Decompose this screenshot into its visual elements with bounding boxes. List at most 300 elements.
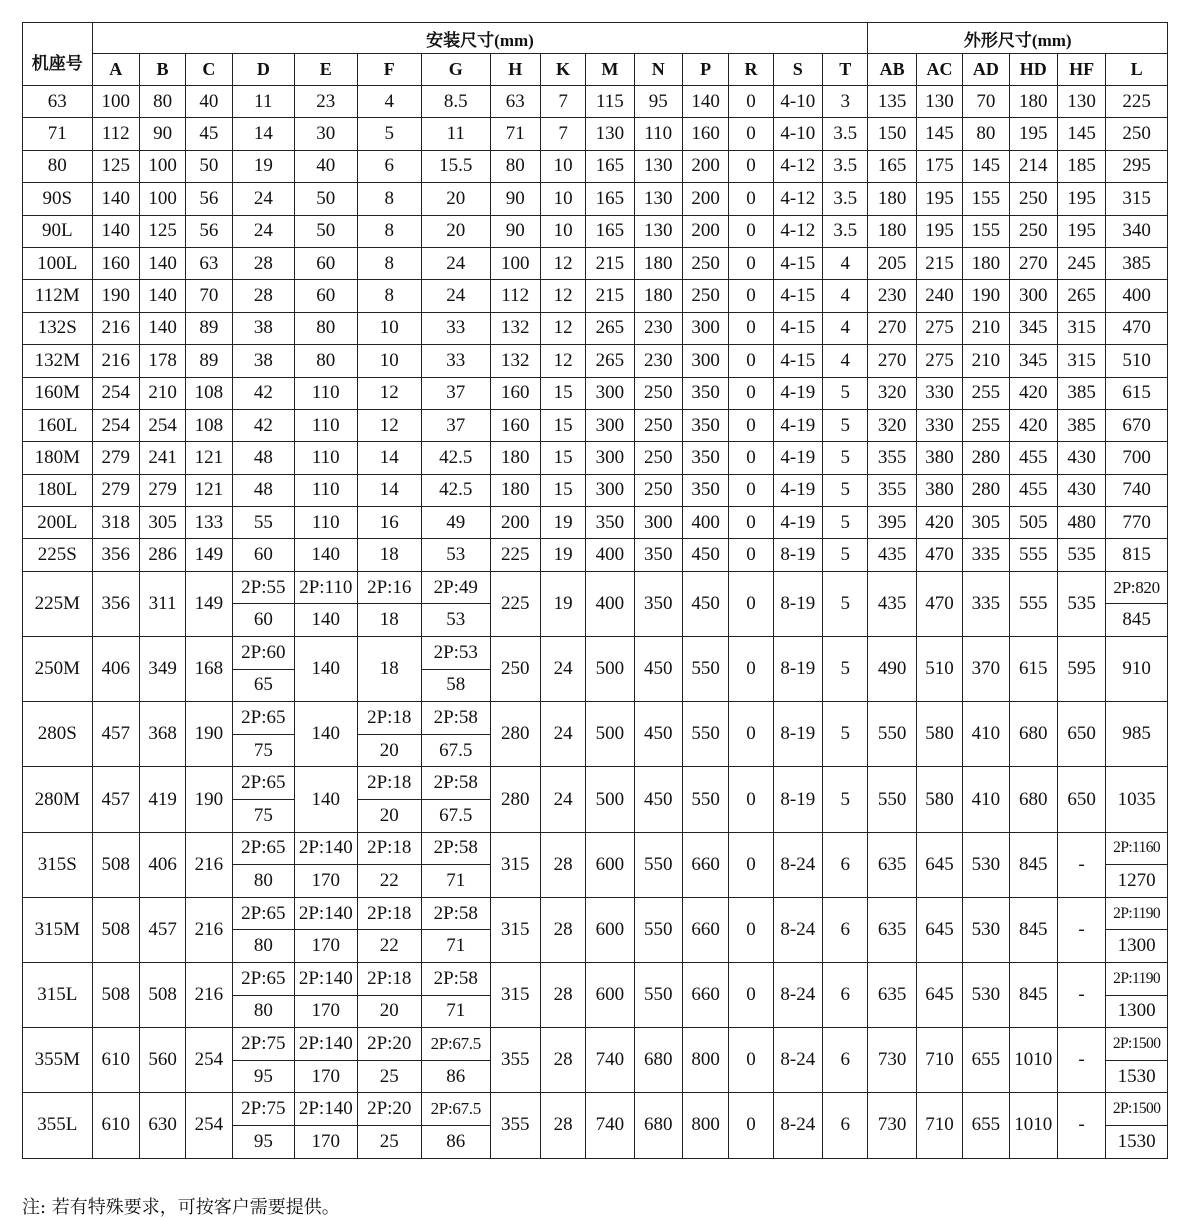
cell-d: 38 — [232, 312, 294, 344]
cell-m: 350 — [586, 507, 634, 539]
cell-a: 356 — [92, 571, 139, 636]
cell-n: 230 — [634, 312, 682, 344]
cell-e: 140 — [295, 539, 357, 571]
cell-g: 24 — [422, 280, 491, 312]
cell-l: 400 — [1106, 280, 1168, 312]
table-row — [23, 702, 1168, 735]
cell-n: 180 — [634, 247, 682, 279]
cell-g: 20 — [422, 183, 491, 215]
cell-t: 5 — [823, 442, 868, 474]
cell-hf: 480 — [1057, 507, 1105, 539]
cell-p: 350 — [682, 442, 728, 474]
cell-ad: 190 — [963, 280, 1009, 312]
cell-a: 254 — [92, 377, 139, 409]
cell-k: 7 — [540, 86, 585, 118]
cell-l: 510 — [1106, 345, 1168, 377]
model-cell: 80 — [23, 150, 93, 182]
column-header-b: B — [139, 54, 185, 86]
cell-k: 15 — [540, 377, 585, 409]
cell-c: 89 — [186, 312, 232, 344]
table-row — [23, 897, 1168, 930]
cell-l: 315 — [1106, 183, 1168, 215]
cell-l: 615 — [1106, 377, 1168, 409]
cell-r: 0 — [729, 474, 773, 506]
cell-a: 279 — [92, 442, 139, 474]
cell-h: 160 — [490, 377, 540, 409]
cell-c: 56 — [186, 215, 232, 247]
cell-m: 740 — [586, 1028, 634, 1093]
cell-l: 295 — [1106, 150, 1168, 182]
cell-ac: 380 — [916, 474, 962, 506]
cell-c: 63 — [186, 247, 232, 279]
cell-f: 2P:18 — [357, 897, 421, 930]
cell-p: 200 — [682, 150, 728, 182]
cell-r: 0 — [729, 280, 773, 312]
cell-k: 28 — [540, 897, 585, 962]
cell-p: 140 — [682, 86, 728, 118]
model-cell: 225S — [23, 539, 93, 571]
cell-f: 6 — [357, 150, 421, 182]
cell-h: 63 — [490, 86, 540, 118]
model-cell: 90S — [23, 183, 93, 215]
cell-ac: 145 — [916, 118, 962, 150]
cell-g: 2P:58 — [422, 832, 491, 865]
model-cell: 90L — [23, 215, 93, 247]
cell-hf: - — [1057, 1093, 1105, 1158]
column-header-hd: HD — [1009, 54, 1057, 86]
cell-t: 5 — [823, 702, 868, 767]
cell-b: 311 — [139, 571, 185, 636]
model-header: 机座号 — [23, 23, 93, 86]
cell-k: 12 — [540, 312, 585, 344]
cell-hd: 555 — [1009, 571, 1057, 636]
cell-g: 33 — [422, 345, 491, 377]
cell-e: 50 — [295, 183, 357, 215]
cell-t: 4 — [823, 312, 868, 344]
cell-a: 356 — [92, 539, 139, 571]
cell-f: 8 — [357, 183, 421, 215]
cell-g: 58 — [422, 669, 491, 702]
cell-a: 100 — [92, 86, 139, 118]
cell-g: 67.5 — [422, 734, 491, 767]
cell-ad: 145 — [963, 150, 1009, 182]
cell-hf: 130 — [1057, 86, 1105, 118]
cell-n: 300 — [634, 507, 682, 539]
table-row — [23, 539, 1168, 571]
cell-d: 65 — [232, 669, 294, 702]
cell-s: 8-24 — [773, 1093, 822, 1158]
cell-ad: 410 — [963, 702, 1009, 767]
cell-d: 42 — [232, 409, 294, 441]
cell-s: 4-19 — [773, 442, 822, 474]
cell-f: 14 — [357, 442, 421, 474]
cell-c: 121 — [186, 442, 232, 474]
cell-h: 280 — [490, 767, 540, 832]
cell-r: 0 — [729, 409, 773, 441]
cell-ac: 470 — [916, 539, 962, 571]
cell-hf: 315 — [1057, 312, 1105, 344]
cell-d: 42 — [232, 377, 294, 409]
cell-p: 550 — [682, 637, 728, 702]
cell-ab: 270 — [868, 345, 916, 377]
model-cell: 112M — [23, 280, 93, 312]
cell-hf: 245 — [1057, 247, 1105, 279]
cell-d: 2P:75 — [232, 1028, 294, 1061]
cell-hf: 195 — [1057, 183, 1105, 215]
cell-h: 180 — [490, 474, 540, 506]
cell-m: 600 — [586, 832, 634, 897]
cell-a: 160 — [92, 247, 139, 279]
cell-c: 190 — [186, 702, 232, 767]
cell-d: 95 — [232, 1125, 294, 1158]
cell-p: 200 — [682, 183, 728, 215]
cell-a: 216 — [92, 345, 139, 377]
cell-t: 6 — [823, 962, 868, 1027]
cell-c: 108 — [186, 377, 232, 409]
cell-d: 80 — [232, 865, 294, 898]
cell-p: 300 — [682, 345, 728, 377]
cell-m: 265 — [586, 345, 634, 377]
cell-hd: 555 — [1009, 539, 1057, 571]
cell-k: 15 — [540, 409, 585, 441]
cell-ad: 280 — [963, 442, 1009, 474]
cell-l: 815 — [1106, 539, 1168, 571]
table-row — [23, 571, 1168, 604]
cell-a: 254 — [92, 409, 139, 441]
cell-t: 6 — [823, 832, 868, 897]
cell-s: 8-19 — [773, 637, 822, 702]
cell-n: 110 — [634, 118, 682, 150]
cell-hf: 430 — [1057, 474, 1105, 506]
cell-l: 2P:1500 — [1106, 1093, 1168, 1126]
cell-ac: 330 — [916, 409, 962, 441]
cell-ac: 580 — [916, 702, 962, 767]
cell-h: 180 — [490, 442, 540, 474]
cell-hf: - — [1057, 832, 1105, 897]
cell-hd: 420 — [1009, 377, 1057, 409]
cell-hf: - — [1057, 1028, 1105, 1093]
cell-ad: 280 — [963, 474, 1009, 506]
model-cell: 355M — [23, 1028, 93, 1093]
column-header-f: F — [357, 54, 421, 86]
outline-dimensions-header: 外形尺寸(mm) — [868, 23, 1168, 54]
cell-hf: 315 — [1057, 345, 1105, 377]
cell-c: 216 — [186, 962, 232, 1027]
cell-r: 0 — [729, 118, 773, 150]
cell-a: 140 — [92, 183, 139, 215]
cell-k: 28 — [540, 962, 585, 1027]
cell-ac: 130 — [916, 86, 962, 118]
cell-e: 170 — [295, 865, 357, 898]
cell-r: 0 — [729, 702, 773, 767]
cell-h: 132 — [490, 312, 540, 344]
cell-ac: 580 — [916, 767, 962, 832]
model-cell: 355L — [23, 1093, 93, 1158]
cell-ac: 470 — [916, 571, 962, 636]
cell-r: 0 — [729, 312, 773, 344]
cell-hd: 845 — [1009, 897, 1057, 962]
cell-a: 457 — [92, 702, 139, 767]
cell-ad: 80 — [963, 118, 1009, 150]
cell-n: 350 — [634, 571, 682, 636]
column-header-ab: AB — [868, 54, 916, 86]
cell-d: 28 — [232, 280, 294, 312]
cell-n: 95 — [634, 86, 682, 118]
cell-e: 2P:140 — [295, 962, 357, 995]
cell-h: 225 — [490, 539, 540, 571]
cell-d: 38 — [232, 345, 294, 377]
cell-s: 4-19 — [773, 377, 822, 409]
cell-m: 215 — [586, 247, 634, 279]
cell-s: 4-15 — [773, 247, 822, 279]
cell-a: 190 — [92, 280, 139, 312]
cell-r: 0 — [729, 832, 773, 897]
cell-m: 400 — [586, 539, 634, 571]
cell-k: 19 — [540, 507, 585, 539]
cell-n: 550 — [634, 897, 682, 962]
cell-p: 350 — [682, 377, 728, 409]
cell-c: 133 — [186, 507, 232, 539]
cell-r: 0 — [729, 1028, 773, 1093]
cell-g: 37 — [422, 409, 491, 441]
cell-b: 90 — [139, 118, 185, 150]
cell-hd: 345 — [1009, 345, 1057, 377]
cell-ab: 435 — [868, 539, 916, 571]
cell-l: 770 — [1106, 507, 1168, 539]
cell-t: 5 — [823, 571, 868, 636]
cell-b: 279 — [139, 474, 185, 506]
cell-t: 5 — [823, 409, 868, 441]
cell-b: 178 — [139, 345, 185, 377]
model-cell: 315S — [23, 832, 93, 897]
cell-h: 250 — [490, 637, 540, 702]
cell-s: 4-19 — [773, 474, 822, 506]
cell-r: 0 — [729, 897, 773, 962]
cell-k: 19 — [540, 571, 585, 636]
cell-s: 4-15 — [773, 345, 822, 377]
cell-ac: 645 — [916, 897, 962, 962]
cell-f: 22 — [357, 930, 421, 963]
cell-d: 2P:65 — [232, 962, 294, 995]
model-cell: 180L — [23, 474, 93, 506]
cell-n: 250 — [634, 409, 682, 441]
cell-n: 450 — [634, 767, 682, 832]
cell-l: 340 — [1106, 215, 1168, 247]
cell-ac: 195 — [916, 183, 962, 215]
cell-p: 660 — [682, 897, 728, 962]
cell-s: 8-19 — [773, 702, 822, 767]
cell-hf: 595 — [1057, 637, 1105, 702]
cell-h: 80 — [490, 150, 540, 182]
table-row — [23, 1028, 1168, 1061]
cell-k: 15 — [540, 474, 585, 506]
cell-k: 19 — [540, 539, 585, 571]
cell-t: 6 — [823, 1093, 868, 1158]
cell-f: 20 — [357, 800, 421, 833]
cell-g: 2P:67.5 — [422, 1093, 491, 1126]
cell-hf: 185 — [1057, 150, 1105, 182]
cell-h: 100 — [490, 247, 540, 279]
cell-k: 28 — [540, 1093, 585, 1158]
model-cell: 132S — [23, 312, 93, 344]
cell-f: 4 — [357, 86, 421, 118]
cell-e: 80 — [295, 312, 357, 344]
cell-hf: 535 — [1057, 571, 1105, 636]
cell-l: 985 — [1106, 702, 1168, 767]
cell-hd: 455 — [1009, 442, 1057, 474]
dimension-sheet — [22, 22, 1168, 1159]
cell-h: 315 — [490, 832, 540, 897]
cell-c: 121 — [186, 474, 232, 506]
cell-r: 0 — [729, 377, 773, 409]
cell-b: 210 — [139, 377, 185, 409]
motor-dimension-table — [22, 22, 1168, 1159]
cell-b: 406 — [139, 832, 185, 897]
cell-g: 2P:67.5 — [422, 1028, 491, 1061]
table-row — [23, 86, 1168, 118]
cell-k: 12 — [540, 345, 585, 377]
cell-e: 140 — [295, 702, 357, 767]
cell-r: 0 — [729, 637, 773, 702]
cell-l: 2P:1500 — [1106, 1028, 1168, 1061]
cell-ab: 320 — [868, 409, 916, 441]
cell-d: 80 — [232, 995, 294, 1028]
cell-a: 508 — [92, 962, 139, 1027]
cell-d: 28 — [232, 247, 294, 279]
cell-b: 286 — [139, 539, 185, 571]
cell-b: 368 — [139, 702, 185, 767]
cell-l: 470 — [1106, 312, 1168, 344]
cell-b: 241 — [139, 442, 185, 474]
cell-k: 28 — [540, 832, 585, 897]
cell-p: 800 — [682, 1028, 728, 1093]
cell-ac: 175 — [916, 150, 962, 182]
cell-ac: 240 — [916, 280, 962, 312]
cell-hd: 680 — [1009, 767, 1057, 832]
cell-p: 800 — [682, 1093, 728, 1158]
cell-ac: 645 — [916, 962, 962, 1027]
cell-ab: 730 — [868, 1093, 916, 1158]
model-cell: 200L — [23, 507, 93, 539]
cell-g: 2P:58 — [422, 962, 491, 995]
cell-ad: 370 — [963, 637, 1009, 702]
cell-ad: 180 — [963, 247, 1009, 279]
cell-g: 86 — [422, 1125, 491, 1158]
table-row — [23, 183, 1168, 215]
cell-n: 680 — [634, 1028, 682, 1093]
cell-f: 22 — [357, 865, 421, 898]
cell-ad: 210 — [963, 345, 1009, 377]
cell-t: 5 — [823, 539, 868, 571]
cell-c: 254 — [186, 1028, 232, 1093]
cell-hd: 1010 — [1009, 1093, 1057, 1158]
cell-r: 0 — [729, 571, 773, 636]
column-header-ac: AC — [916, 54, 962, 86]
cell-r: 0 — [729, 150, 773, 182]
cell-c: 56 — [186, 183, 232, 215]
cell-f: 25 — [357, 1060, 421, 1093]
cell-b: 419 — [139, 767, 185, 832]
cell-f: 25 — [357, 1125, 421, 1158]
cell-t: 3.5 — [823, 183, 868, 215]
cell-b: 457 — [139, 897, 185, 962]
cell-g: 15.5 — [422, 150, 491, 182]
cell-e: 2P:140 — [295, 897, 357, 930]
cell-k: 10 — [540, 150, 585, 182]
cell-n: 250 — [634, 377, 682, 409]
cell-hd: 195 — [1009, 118, 1057, 150]
column-header-k: K — [540, 54, 585, 86]
cell-d: 2P:65 — [232, 702, 294, 735]
cell-e: 30 — [295, 118, 357, 150]
cell-s: 4-10 — [773, 118, 822, 150]
cell-m: 115 — [586, 86, 634, 118]
cell-p: 200 — [682, 215, 728, 247]
cell-s: 8-19 — [773, 767, 822, 832]
cell-l: 2P:1190 — [1106, 962, 1168, 995]
cell-ab: 270 — [868, 312, 916, 344]
cell-l: 2P:820 — [1106, 571, 1168, 604]
cell-m: 500 — [586, 767, 634, 832]
cell-h: 315 — [490, 897, 540, 962]
cell-ab: 355 — [868, 442, 916, 474]
table-row — [23, 507, 1168, 539]
cell-e: 140 — [295, 637, 357, 702]
cell-p: 660 — [682, 832, 728, 897]
cell-m: 600 — [586, 962, 634, 1027]
cell-g: 2P:53 — [422, 637, 491, 670]
cell-e: 23 — [295, 86, 357, 118]
model-cell: 280S — [23, 702, 93, 767]
cell-k: 12 — [540, 280, 585, 312]
cell-g: 33 — [422, 312, 491, 344]
cell-n: 450 — [634, 702, 682, 767]
cell-m: 215 — [586, 280, 634, 312]
cell-r: 0 — [729, 539, 773, 571]
cell-r: 0 — [729, 215, 773, 247]
cell-ad: 335 — [963, 571, 1009, 636]
model-cell: 71 — [23, 118, 93, 150]
cell-ac: 710 — [916, 1093, 962, 1158]
model-cell: 225M — [23, 571, 93, 636]
cell-s: 4-19 — [773, 507, 822, 539]
cell-g: 37 — [422, 377, 491, 409]
cell-e: 140 — [295, 604, 357, 637]
cell-ac: 710 — [916, 1028, 962, 1093]
cell-l: 1270 — [1106, 865, 1168, 898]
cell-e: 40 — [295, 150, 357, 182]
cell-hd: 345 — [1009, 312, 1057, 344]
cell-l: 670 — [1106, 409, 1168, 441]
table-row — [23, 637, 1168, 670]
cell-r: 0 — [729, 1093, 773, 1158]
cell-c: 149 — [186, 571, 232, 636]
cell-h: 112 — [490, 280, 540, 312]
cell-e: 110 — [295, 442, 357, 474]
cell-hf: 195 — [1057, 215, 1105, 247]
model-cell: 280M — [23, 767, 93, 832]
cell-g: 2P:58 — [422, 897, 491, 930]
cell-ad: 530 — [963, 962, 1009, 1027]
cell-a: 112 — [92, 118, 139, 150]
cell-b: 125 — [139, 215, 185, 247]
cell-d: 75 — [232, 800, 294, 833]
cell-l: 845 — [1106, 604, 1168, 637]
cell-p: 250 — [682, 247, 728, 279]
cell-ad: 655 — [963, 1028, 1009, 1093]
cell-ad: 655 — [963, 1093, 1009, 1158]
cell-g: 2P:49 — [422, 571, 491, 604]
